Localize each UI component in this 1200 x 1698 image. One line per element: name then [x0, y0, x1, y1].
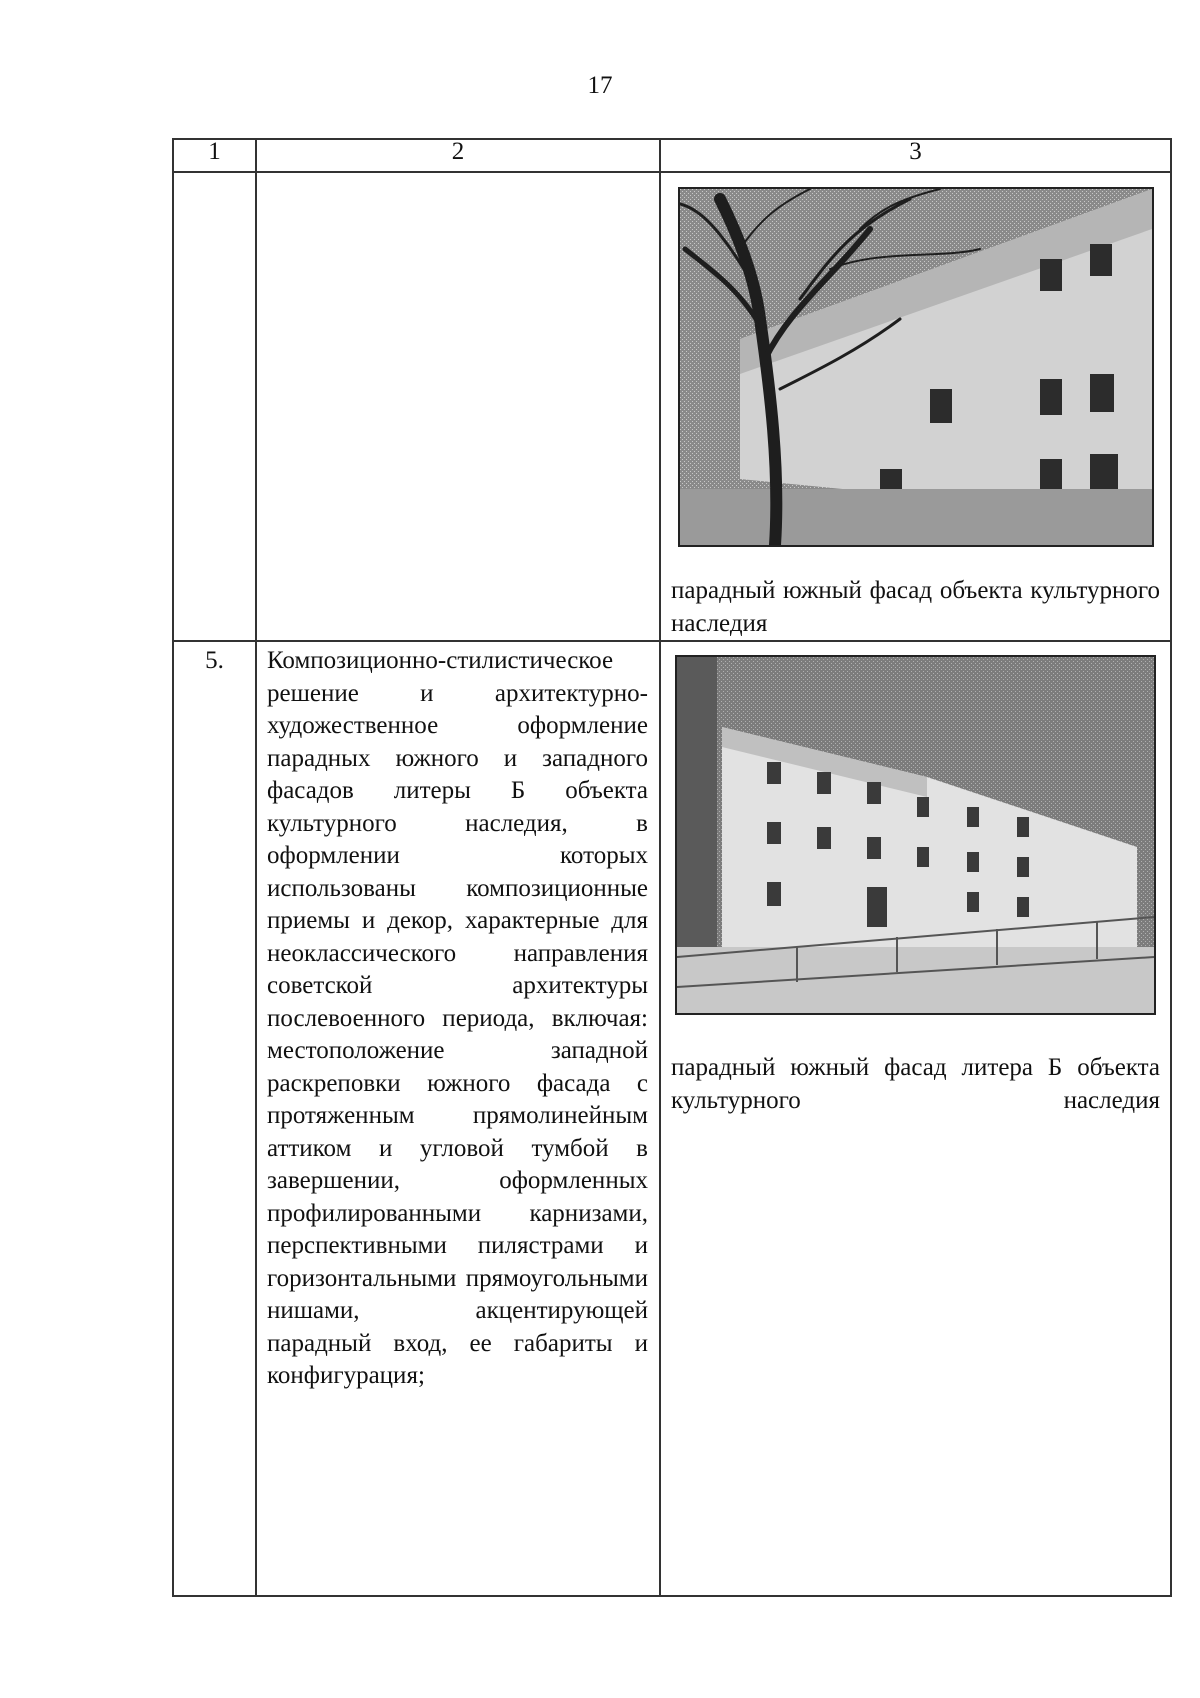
- building-photo-1: [678, 187, 1154, 547]
- building-photo-icon: [680, 189, 1152, 545]
- table-row-divider: [172, 640, 1172, 642]
- row-5-description: Композиционно-стилистическое решение и архитектурно-художественное оформление парадных южного и западного фасадов литеры Б объекта культурного наследия, в оформлении которых использованы композиционные приемы и декор, характерные для неоклассического направления советской архитектуры послевоенного периода, включая: местоположение западной раскреповки южного фасада с протяженным прямолинейным аттиком и угловой тумбой в завершении, оформленных профилированными карнизами, перспективными пилястрами и горизонтальными прямоугольными нишами, акцентирующей парадный вход, ее габариты и конфигурация;: [267, 647, 648, 1389]
- photo-caption-1: парадный южный фасад объекта культурного наследия: [671, 577, 1160, 637]
- header-col-2: 2: [451, 138, 465, 165]
- building-photo-2: [675, 655, 1156, 1015]
- page-number: 17: [587, 72, 613, 99]
- header-col-1: 1: [208, 138, 221, 165]
- table-border-bottom: [172, 1595, 1172, 1597]
- table-border-right: [1170, 138, 1172, 1597]
- building-photo-icon: [677, 657, 1154, 1013]
- header-col-3: 3: [909, 138, 922, 165]
- table-col-divider-1: [255, 138, 257, 1597]
- table-header-divider: [172, 171, 1172, 173]
- photo-caption-2: парадный южный фасад литера Б объекта культурного наследия: [671, 1054, 1160, 1114]
- table-border-left: [172, 138, 174, 1597]
- table-col-divider-2: [659, 138, 661, 1597]
- row-number-5: 5.: [205, 647, 224, 674]
